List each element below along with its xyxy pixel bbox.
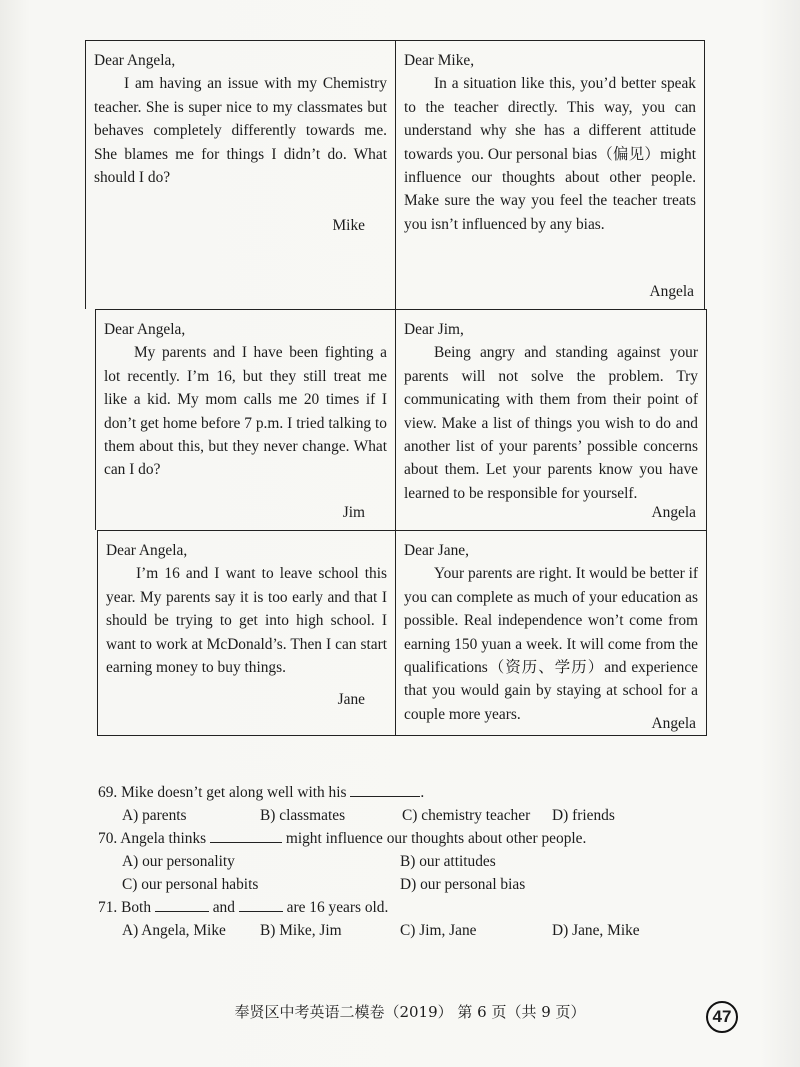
letters-table [85,40,705,736]
question-text: 70. Angela thinks [98,830,211,847]
question-text: might influence our thoughts about other people. [282,830,587,847]
answer-blank [155,897,209,912]
letter-to-angela-jim [96,310,396,530]
letter-to-angela-jane [98,531,396,735]
option-a: A) Angela, Mike [122,922,226,939]
question-text: . [420,784,425,801]
options-70b [98,873,718,896]
letter-body: Your parents are right. It would be better if you can complete as much of your education as possible. Real independence won’t come from earning 150 yuan a week. It will come from the qualifications（资历、学历）and experience that you would gain by staying at school for a couple more years. [404,565,698,723]
option-a: A) parents [122,807,187,824]
letter-body: I am having an issue with my Chemistry teacher. She is super nice to my classmates but behaves completely differently towards me. She blames me for things I didn’t do. What should I do? [94,75,387,187]
option-b: B) classmates [260,807,346,824]
letter-to-angela-mike [86,41,396,309]
salutation: Dear Mike, [404,52,475,69]
salutation: Dear Jim, [404,321,464,338]
letter-row-1 [85,40,705,309]
question-text: and [208,899,239,916]
signature: Jim [342,503,365,521]
question-text: 71. Both [98,899,155,916]
page-footer: 奉贤区中考英语二模卷（2019） 第 6 页（共 9 页） [234,1003,586,1021]
letter-body: Being angry and standing against your parents will not solve the problem. Try communicating with them from their point of view. Make a list of things you wish to do and another list of your parents’ possible concerns about them. Let your parents know you have learned to be responsible for yourself. [404,344,698,502]
option-d: D) our personal bias [400,876,526,893]
option-c: C) our personal habits [122,876,259,893]
letter-row-3 [97,530,707,736]
letter-body: In a situation like this, you’d better speak to the teacher directly. This way, you can understand why she has a different attitude towards you. Our personal bias（偏见）might influence our thoughts about other people. Make sure the way you feel the teacher treats you isn’t influenced by any bias. [404,75,696,233]
question-70 [98,827,718,850]
salutation: Dear Angela, [94,52,176,69]
question-text: are 16 years old. [282,899,389,916]
questions-section [98,781,718,942]
answer-blank [350,782,420,797]
options-71 [98,919,718,942]
signature: Jane [337,690,365,708]
letter-body: I’m 16 and I want to leave school this year. My parents say it is too early and that I should be trying to get into high school. I want to work at McDonald’s. Then I can start earning money to buy things. [106,565,387,677]
signature: Angela [649,282,694,300]
reply-to-jim [396,310,706,530]
signature: Mike [332,216,365,234]
option-d: D) Jane, Mike [552,922,640,939]
options-69 [98,804,718,827]
option-d: D) friends [552,807,615,824]
page-number-badge: 47 [706,1001,738,1033]
salutation: Dear Angela, [104,321,186,338]
question-text: 69. Mike doesn’t get along well with his [98,784,351,801]
letter-row-2 [95,309,707,530]
letter-body: My parents and I have been fighting a lot recently. I’m 16, but they still treat me like a kid. My mom calls me 20 times if I don’t get home before 7 p.m. I tried talking to them about this, but they never change. What can I do? [104,344,387,479]
question-71 [98,896,718,919]
salutation: Dear Jane, [404,542,469,559]
option-c: C) Jim, Jane [400,922,477,939]
reply-to-mike [396,41,704,309]
option-b: B) our attitudes [400,853,496,870]
options-70a [98,850,718,873]
salutation: Dear Angela, [106,542,188,559]
reply-to-jane [396,531,706,735]
question-69 [98,781,718,804]
signature: Angela [651,714,696,732]
answer-blank [239,897,283,912]
option-a: A) our personality [122,853,235,870]
signature: Angela [651,503,696,521]
option-b: B) Mike, Jim [260,922,342,939]
answer-blank [210,828,282,843]
option-c: C) chemistry teacher [402,807,531,824]
